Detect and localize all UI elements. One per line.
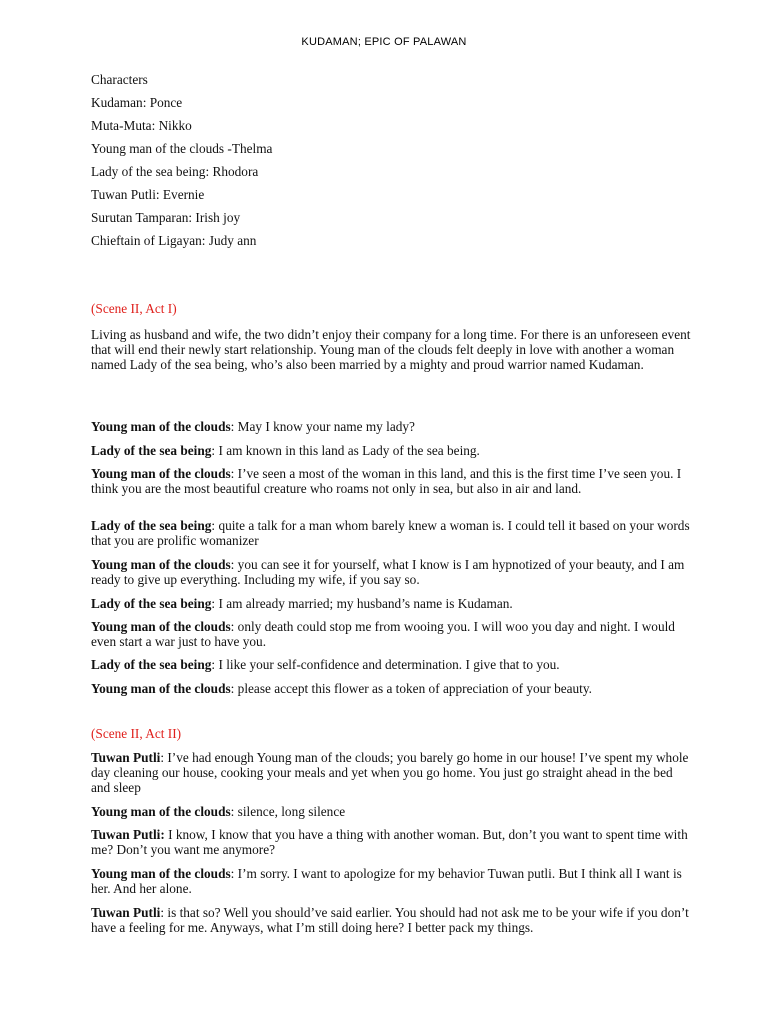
dialogue-text: : May I know your name my lady? (230, 419, 415, 434)
character-entry: Lady of the sea being: Rhodora (91, 164, 259, 179)
dialogue-text: : I’m sorry. I want to apologize for my behavior Tuwan putli. But I think all I want is her. And her alone. (91, 866, 682, 897)
dialogue-text: I know, I know that you have a thing with another woman. But, don’t you want to spent time with me? Don’t you want me anymore? (91, 827, 688, 858)
dialogue-line (91, 518, 691, 548)
characters-heading: Characters (91, 72, 148, 87)
character-entry: Chieftain of Ligayan: Judy ann (91, 233, 257, 248)
speaker-name: Tuwan Putli: (91, 827, 165, 842)
dialogue-line (91, 419, 691, 434)
dialogue-text: : quite a talk for a man whom barely knew a woman is. I could tell it based on your words that you are prolific womanizer (91, 518, 690, 549)
speaker-name: Young man of the clouds (91, 466, 231, 481)
dialogue-line (91, 827, 691, 857)
scene-heading: (Scene II, Act I) (91, 301, 177, 316)
dialogue-text: : I’ve seen a most of the woman in this land, and this is the first time I’ve seen you. I think you are the most beautiful creature who roams not only in sea, but also in air and land. (91, 466, 682, 497)
speaker-name: Young man of the clouds (91, 866, 231, 881)
dialogue-line (91, 443, 691, 458)
dialogue-text: : is that so? Well you should’ve said earlier. You should had not ask me to be your wife if you don’t have a feeling for me. Anyways, what I’m still doing here? I better pack my things. (91, 905, 689, 936)
document-title: KUDAMAN; EPIC OF PALAWAN (301, 36, 467, 48)
dialogue-text: : I like your self-confidence and determination. I give that to you. (211, 657, 560, 672)
speaker-name: Lady of the sea being (91, 518, 212, 533)
speaker-name: Lady of the sea being (91, 596, 212, 611)
character-entry: Young man of the clouds -Thelma (91, 141, 273, 156)
dialogue-line (91, 596, 691, 611)
speaker-name: Young man of the clouds (91, 619, 231, 634)
dialogue-line (91, 466, 691, 496)
dialogue-text: : I am already married; my husband’s name is Kudaman. (211, 596, 513, 611)
speaker-name: Lady of the sea being (91, 657, 212, 672)
speaker-name: Young man of the clouds (91, 804, 231, 819)
character-entry: Surutan Tamparan: Irish joy (91, 210, 241, 225)
scene-narration: Living as husband and wife, the two didn’t enjoy their company for a long time. For there is an unforeseen event that will end their newly start relationship. Young man of the clouds felt deeply in love with another a woman named Lady of the sea being, who’s also been married by a mighty and proud warrior named Kudaman. (91, 327, 691, 373)
speaker-name: Young man of the clouds (91, 557, 231, 572)
dialogue-line (91, 681, 691, 696)
speaker-name: Tuwan Putli (91, 905, 161, 920)
dialogue-line (91, 619, 691, 649)
dialogue-text: : I’ve had enough Young man of the clouds; you barely go home in our house! I’ve spent my whole day cleaning our house, cooking your meals and yet when you go home. You just go straight ahead in the bed and sleep (91, 750, 689, 796)
speaker-name: Young man of the clouds (91, 681, 231, 696)
dialogue-line (91, 866, 691, 896)
speaker-name: Lady of the sea being (91, 443, 212, 458)
character-entry: Muta-Muta: Nikko (91, 118, 192, 133)
character-entry: Tuwan Putli: Evernie (91, 187, 205, 202)
dialogue-line (91, 905, 691, 935)
dialogue-line (91, 750, 691, 796)
character-entry: Kudaman: Ponce (91, 95, 183, 110)
dialogue-line (91, 557, 691, 587)
speaker-name: Tuwan Putli (91, 750, 161, 765)
dialogue-text: : please accept this flower as a token of appreciation of your beauty. (230, 681, 592, 696)
dialogue-text: : you can see it for yourself, what I know is I am hypnotized of your beauty, and I am ready to give up everything. Including my wife, if you say so. (91, 557, 685, 588)
scene-heading: (Scene II, Act II) (91, 726, 182, 741)
dialogue-line (91, 804, 691, 819)
dialogue-text: : silence, long silence (230, 804, 346, 819)
dialogue-text: : I am known in this land as Lady of the sea being. (211, 443, 480, 458)
dialogue-line (91, 657, 691, 672)
speaker-name: Young man of the clouds (91, 419, 231, 434)
dialogue-text: : only death could stop me from wooing you. I will woo you day and night. I would even start a war just to have you. (91, 619, 675, 650)
